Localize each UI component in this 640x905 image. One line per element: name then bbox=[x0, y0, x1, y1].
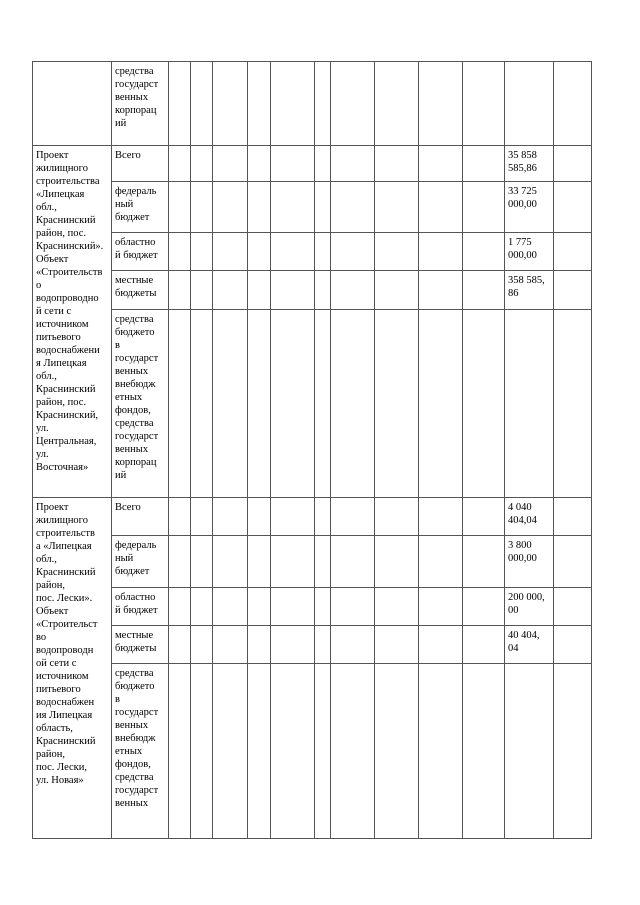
funding-source-cell: местные бюджеты bbox=[112, 626, 169, 664]
empty-cell bbox=[248, 233, 271, 271]
empty-cell bbox=[419, 310, 463, 498]
empty-cell bbox=[463, 498, 505, 536]
empty-cell bbox=[463, 182, 505, 233]
empty-cell bbox=[331, 626, 375, 664]
empty-cell bbox=[331, 498, 375, 536]
funding-source-cell: областно й бюджет bbox=[112, 233, 169, 271]
empty-cell bbox=[331, 664, 375, 839]
empty-cell bbox=[375, 271, 419, 310]
funding-source-cell: Всего bbox=[112, 146, 169, 182]
empty-cell bbox=[315, 146, 331, 182]
empty-cell bbox=[271, 146, 315, 182]
empty-cell bbox=[375, 182, 419, 233]
empty-cell bbox=[271, 271, 315, 310]
empty-cell bbox=[213, 310, 248, 498]
empty-cell bbox=[213, 182, 248, 233]
empty-cell bbox=[419, 588, 463, 626]
table-row bbox=[33, 626, 592, 664]
empty-cell bbox=[315, 588, 331, 626]
empty-cell bbox=[331, 536, 375, 588]
empty-cell bbox=[169, 498, 191, 536]
empty-cell bbox=[463, 146, 505, 182]
empty-cell bbox=[213, 626, 248, 664]
empty-cell bbox=[169, 664, 191, 839]
project-name-cell: Проект жилищного строительств а «Липецкая обл., Краснинский район, пос. Лески». Объект «Строительст во водопроводн ой сети с источником питьевого водоснабжен ия Липецкая область, Краснинский район, пос. Лески, ул. Новая» bbox=[33, 498, 112, 839]
empty-cell bbox=[191, 664, 213, 839]
empty-cell bbox=[331, 182, 375, 233]
amount-cell: 40 404, 04 bbox=[505, 626, 554, 664]
funding-source-cell: федераль ный бюджет bbox=[112, 182, 169, 233]
table-row bbox=[33, 498, 592, 536]
table-row bbox=[33, 310, 592, 498]
amount-cell: 33 725 000,00 bbox=[505, 182, 554, 233]
empty-cell bbox=[213, 498, 248, 536]
amount-cell: 200 000, 00 bbox=[505, 588, 554, 626]
empty-cell bbox=[463, 536, 505, 588]
empty-cell bbox=[248, 146, 271, 182]
empty-cell bbox=[191, 498, 213, 536]
empty-cell bbox=[554, 498, 592, 536]
table-row bbox=[33, 271, 592, 310]
empty-cell bbox=[248, 498, 271, 536]
table-row bbox=[33, 664, 592, 839]
empty-cell bbox=[191, 146, 213, 182]
funding-source-cell: местные бюджеты bbox=[112, 271, 169, 310]
empty-cell bbox=[463, 664, 505, 839]
empty-cell bbox=[248, 626, 271, 664]
empty-cell bbox=[169, 310, 191, 498]
empty-cell bbox=[331, 146, 375, 182]
empty-cell bbox=[554, 310, 592, 498]
empty-cell bbox=[271, 664, 315, 839]
funding-source-cell: средства бюджето в государст венных внебюдж етных фондов, средства государст венных корпорац ий bbox=[112, 310, 169, 498]
empty-cell bbox=[191, 182, 213, 233]
empty-cell bbox=[191, 271, 213, 310]
empty-cell bbox=[169, 233, 191, 271]
empty-cell bbox=[271, 626, 315, 664]
empty-cell bbox=[248, 271, 271, 310]
empty-cell bbox=[315, 626, 331, 664]
funding-source-cell: средства бюджето в государст венных внебюдж етных фондов, средства государст венных bbox=[112, 664, 169, 839]
empty-cell bbox=[213, 664, 248, 839]
table-row bbox=[33, 62, 592, 146]
table-row bbox=[33, 182, 592, 233]
empty-cell bbox=[315, 498, 331, 536]
empty-cell bbox=[554, 626, 592, 664]
empty-cell bbox=[419, 271, 463, 310]
empty-cell bbox=[248, 310, 271, 498]
empty-cell bbox=[375, 233, 419, 271]
table-row bbox=[33, 233, 592, 271]
table-row bbox=[33, 536, 592, 588]
empty-cell bbox=[554, 271, 592, 310]
empty-cell bbox=[191, 233, 213, 271]
empty-cell bbox=[375, 588, 419, 626]
empty-cell bbox=[213, 271, 248, 310]
funding-source-cell: Всего bbox=[112, 498, 169, 536]
empty-cell bbox=[271, 588, 315, 626]
empty-cell bbox=[248, 588, 271, 626]
empty-cell bbox=[248, 182, 271, 233]
empty-cell bbox=[463, 588, 505, 626]
empty-cell bbox=[463, 233, 505, 271]
amount-cell: 358 585, 86 bbox=[505, 271, 554, 310]
table-row bbox=[33, 146, 592, 182]
amount-cell: 4 040 404,04 bbox=[505, 498, 554, 536]
funding-source-cell: средства государст венных корпорац ий bbox=[112, 62, 169, 146]
empty-cell bbox=[169, 271, 191, 310]
empty-cell bbox=[419, 146, 463, 182]
empty-cell bbox=[315, 271, 331, 310]
empty-cell bbox=[213, 233, 248, 271]
empty-cell bbox=[375, 664, 419, 839]
empty-cell bbox=[554, 664, 592, 839]
empty-cell bbox=[463, 271, 505, 310]
empty-cell bbox=[463, 626, 505, 664]
empty-cell bbox=[375, 310, 419, 498]
empty-cell bbox=[463, 310, 505, 498]
amount-cell bbox=[505, 664, 554, 839]
empty-cell bbox=[554, 588, 592, 626]
budget-table bbox=[32, 61, 592, 839]
empty-cell bbox=[554, 536, 592, 588]
empty-cell bbox=[213, 146, 248, 182]
empty-cell bbox=[169, 146, 191, 182]
empty-cell bbox=[419, 536, 463, 588]
amount-cell: 3 800 000,00 bbox=[505, 536, 554, 588]
empty-cell bbox=[375, 146, 419, 182]
empty-cell bbox=[248, 664, 271, 839]
empty-cell bbox=[169, 588, 191, 626]
empty-cell bbox=[375, 626, 419, 664]
empty-cell bbox=[169, 182, 191, 233]
empty-cell bbox=[213, 536, 248, 588]
empty-cell bbox=[315, 664, 331, 839]
empty-cell bbox=[191, 536, 213, 588]
funding-source-cell: областно й бюджет bbox=[112, 588, 169, 626]
empty-cell bbox=[375, 536, 419, 588]
empty-cell bbox=[169, 536, 191, 588]
empty-cell bbox=[419, 233, 463, 271]
empty-cell bbox=[271, 310, 315, 498]
table-row bbox=[33, 588, 592, 626]
empty-cell bbox=[191, 310, 213, 498]
empty-cell bbox=[331, 271, 375, 310]
empty-cell bbox=[419, 182, 463, 233]
project-name-cell: Проект жилищного строительства «Липецкая обл., Краснинский район, пос. Краснинский». Объект «Строительств о водопроводно й сети с источником питьевого водоснабжени я Липецкая обл., Краснинский район, пос. Краснинский, ул. Центральная, ул. Восточная» bbox=[33, 146, 112, 498]
empty-cell bbox=[331, 588, 375, 626]
empty-cell bbox=[191, 626, 213, 664]
empty-cell bbox=[331, 310, 375, 498]
empty-cell bbox=[554, 146, 592, 182]
amount-cell: 35 858 585,86 bbox=[505, 146, 554, 182]
empty-cell bbox=[213, 588, 248, 626]
empty-cell bbox=[315, 233, 331, 271]
empty-cell bbox=[271, 536, 315, 588]
empty-cell bbox=[169, 626, 191, 664]
empty-cell bbox=[419, 626, 463, 664]
empty-cell bbox=[419, 498, 463, 536]
empty-cell bbox=[554, 233, 592, 271]
empty-cell bbox=[331, 233, 375, 271]
empty-cell bbox=[248, 536, 271, 588]
empty-cell bbox=[271, 233, 315, 271]
empty-cell bbox=[271, 182, 315, 233]
empty-cell bbox=[419, 664, 463, 839]
empty-cell bbox=[554, 182, 592, 233]
empty-cell bbox=[271, 498, 315, 536]
empty-cell bbox=[375, 498, 419, 536]
empty-cell bbox=[315, 536, 331, 588]
project-cell bbox=[33, 62, 112, 146]
amount-cell: 1 775 000,00 bbox=[505, 233, 554, 271]
amount-cell bbox=[505, 310, 554, 498]
empty-cell bbox=[315, 310, 331, 498]
funding-source-cell: федераль ный бюджет bbox=[112, 536, 169, 588]
empty-cell bbox=[315, 182, 331, 233]
empty-cell bbox=[191, 588, 213, 626]
